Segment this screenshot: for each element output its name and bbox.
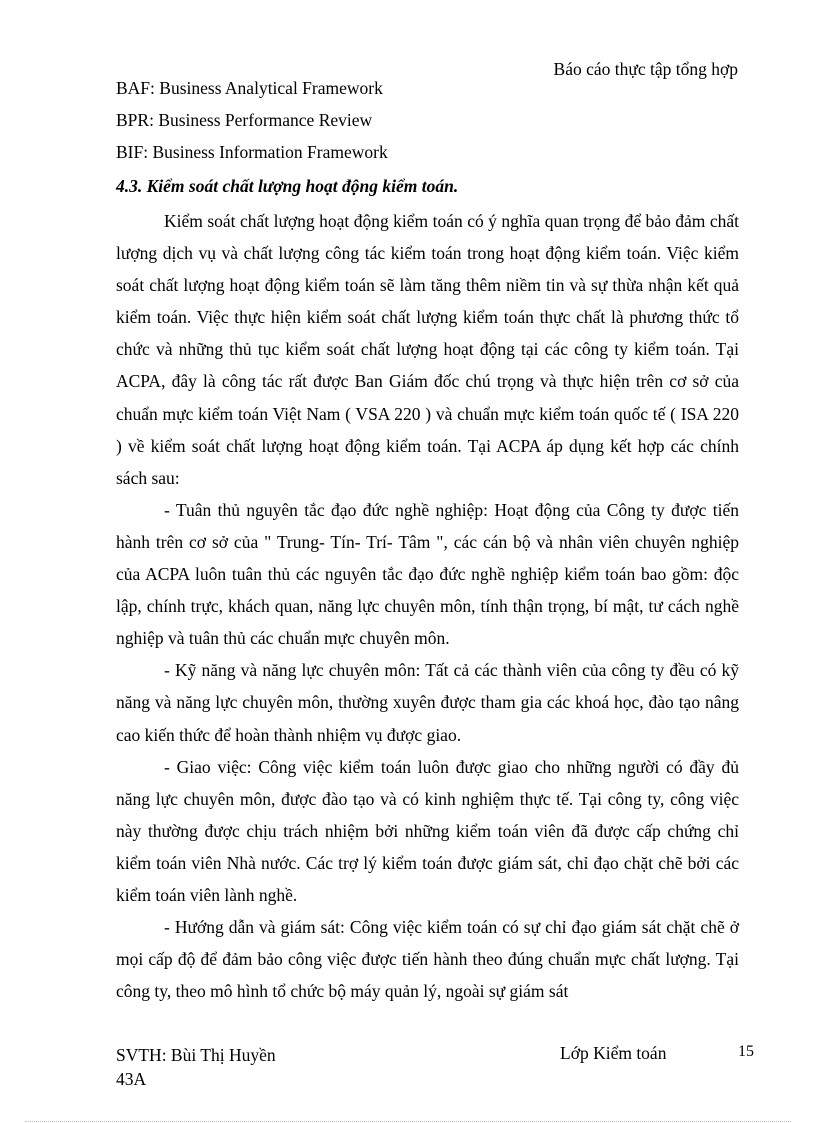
abbreviation-bif: BIF: Business Information Framework xyxy=(116,142,388,162)
document-header-title: Báo cáo thực tập tổng hợp xyxy=(553,59,738,79)
abbreviation-baf: BAF: Business Analytical Framework xyxy=(116,78,383,98)
page-number: 15 xyxy=(738,1043,754,1060)
footer-class: Lớp Kiểm toán xyxy=(560,1043,667,1063)
paragraph-skills: - Kỹ năng và năng lực chuyên môn: Tất cả các thành viên của công ty đều có kỹ năng và năng lực chuyên môn, thường xuyên được tham gia các khoá học, đào tạo nâng cao kiến thức để hoàn thành nhiệm vụ được giao. xyxy=(116,660,739,745)
paragraph-ethics: - Tuân thủ nguyên tắc đạo đức nghề nghiệp: Hoạt động của Công ty được tiến hành trên cơ sở của " Trung- Tín- Trí- Tâm ", các cán bộ và nhân viên chuyên nghiệp của ACPA luôn tuân thủ các nguyên tắc đạo đức nghề nghiệp kiểm toán bao gồm: độc lập, chính trực, khách quan, năng lực chuyên môn, tính thận trọng, bí mật, tư cách nghề nghiệp và tuân thủ các chuẩn mực chuyên môn. xyxy=(116,499,739,649)
paragraph-supervision: - Hướng dẫn và giám sát: Công việc kiểm toán có sự chỉ đạo giám sát chặt chẽ ở mọi cấp độ để đảm bảo công việc được tiến hành theo đúng chuẩn mực chất lượng. Tại công ty, theo mô hình tổ chức bộ máy quản lý, ngoài sự giám sát xyxy=(116,917,739,1002)
paragraph-assignment: - Giao việc: Công việc kiểm toán luôn được giao cho những người có đầy đủ năng lực chuyên môn, được đào tạo và có kinh nghiệm thực tế. Tại công ty, công việc này thường được chịu trách nhiệm bởi những kiểm toán viên đã được cấp chứng chỉ kiểm toán viên Nhà nước. Các trợ lý kiểm toán được giám sát, chỉ đạo chặt chẽ bởi các kiểm toán viên lành nghề. xyxy=(116,756,739,905)
footer-student-name: SVTH: Bùi Thị Huyền xyxy=(116,1045,276,1065)
footer-student xyxy=(116,1043,276,1091)
section-heading: 4.3. Kiểm soát chất lượng hoạt động kiểm toán. xyxy=(116,176,459,196)
body-text xyxy=(116,205,739,1007)
abbreviation-bpr: BPR: Business Performance Review xyxy=(116,110,373,130)
footer-student-class-code: 43A xyxy=(116,1069,147,1089)
page-bottom-divider xyxy=(25,1121,791,1122)
paragraph-intro: Kiểm soát chất lượng hoạt động kiểm toán có ý nghĩa quan trọng để bảo đảm chất lượng dịch vụ và chất lượng công tác kiểm toán trong hoạt động kiểm toán. Việc kiểm soát chất lượng hoạt động kiểm toán sẽ làm tăng thêm niềm tin và sự thừa nhận kết quả kiểm toán. Việc thực hiện kiểm soát chất lượng kiểm toán thực chất là phương thức tổ chức và những thủ tục kiểm soát chất lượng hoạt động tại các công ty kiểm toán. Tại ACPA, đây là công tác rất được Ban Giám đốc chú trọng và thực hiện trên cơ sở của chuẩn mực kiểm toán Việt Nam ( VSA 220 ) và chuẩn mực kiểm toán quốc tế ( ISA 220 ) về kiểm soát chất lượng hoạt động kiểm toán. Tại ACPA áp dụng kết hợp các chính sách sau: xyxy=(116,211,739,488)
